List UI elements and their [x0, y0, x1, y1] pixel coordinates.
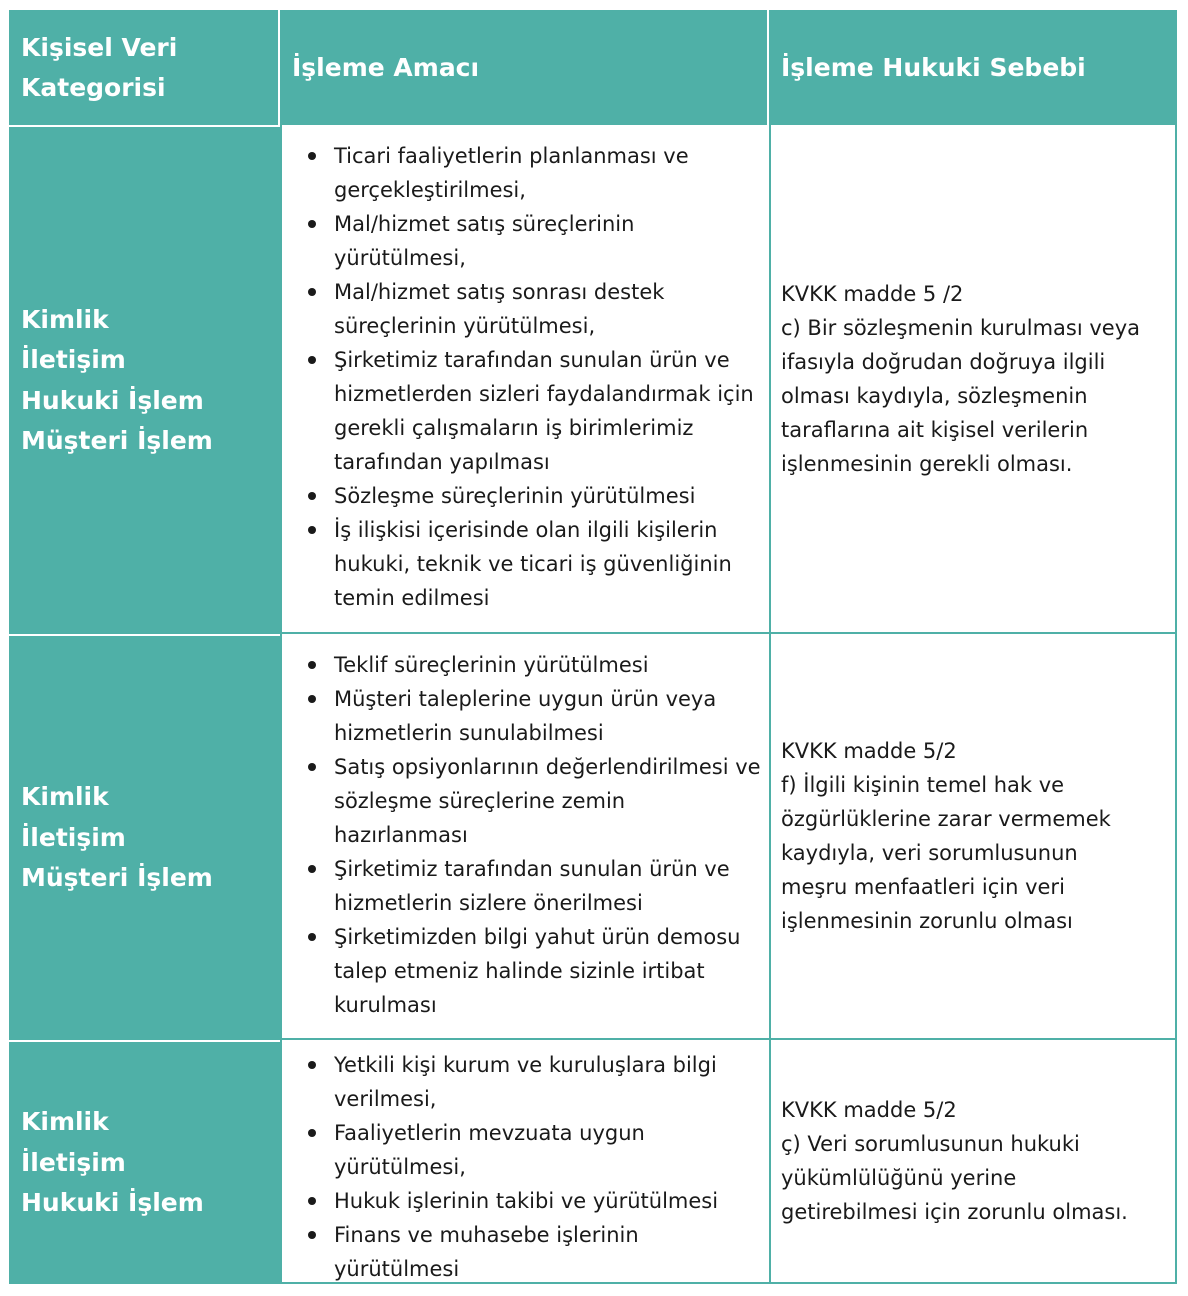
bullet-icon: [308, 1197, 316, 1205]
header-legal-basis: İşleme Hukuki Sebebi: [769, 10, 1177, 125]
purpose-text: İş ilişkisi içerisinde olan ilgili kişilerin hukuki, teknik ve ticari iş güvenliğinin temin edilmesi: [334, 518, 732, 610]
category-line: Kimlik: [21, 1107, 109, 1137]
legal-basis-line: ifasıyla doğrudan doğruya ilgili: [781, 349, 1106, 374]
category-line: Kimlik: [21, 782, 109, 812]
bullet-icon: [308, 1129, 316, 1137]
header-category-line: Kişisel Veri: [21, 32, 178, 62]
list-item: [305, 275, 761, 343]
category-line: Hukuki İşlem: [21, 1188, 204, 1218]
header-category-line: Kategorisi: [21, 72, 166, 102]
bullet-icon: [308, 695, 316, 703]
list-item: [305, 139, 761, 207]
legal-basis-line: ç) Veri sorumlusunun hukuki: [781, 1132, 1080, 1156]
bullet-icon: [308, 526, 316, 534]
purpose-text: Faaliyetlerin mevzuata uygun yürütülmesi,: [334, 1121, 645, 1179]
bullet-icon: [308, 492, 316, 500]
list-item: [305, 1048, 761, 1116]
purpose-text: Satış opsiyonlarının değerlendirilmesi ve sözleşme süreçlerine zemin hazırlanması: [334, 755, 761, 847]
legal-basis-line: f) İlgili kişinin temel hak ve: [781, 773, 1065, 797]
purpose-text: Şirketimiz tarafından sunulan ürün ve hizmetlerin sizlere önerilmesi: [334, 857, 730, 915]
legal-basis-line: c) Bir sözleşmenin kurulması veya: [781, 315, 1140, 340]
list-item: [305, 1116, 761, 1184]
bullet-icon: [308, 865, 316, 873]
legal-basis-line: taraflarına ait kişisel verilerin: [781, 417, 1089, 442]
legal-basis-line: yükümlülüğünü yerine: [781, 1166, 1017, 1190]
bullet-icon: [308, 356, 316, 364]
legal-basis-line: meşru menfaatleri için veri: [781, 875, 1065, 899]
row-2-legal-basis: [769, 634, 1177, 1040]
row-1-legal-basis: [769, 125, 1177, 634]
row-2-category: [9, 634, 280, 1040]
data-processing-table: [9, 10, 1177, 1284]
legal-basis-line: işlenmesinin zorunlu olması: [781, 909, 1073, 933]
bullet-icon: [308, 661, 316, 669]
row-1-purposes: [280, 125, 769, 634]
purpose-text: Ticari faaliyetlerin planlanması ve gerçekleştirilmesi,: [334, 144, 689, 202]
legal-basis-line: işlenmesinin gerekli olması.: [781, 451, 1073, 476]
bullet-icon: [308, 1061, 316, 1069]
list-item: [305, 852, 761, 920]
list-item: [305, 1184, 761, 1218]
purpose-text: Şirketimiz tarafından sunulan ürün ve hizmetlerden sizleri faydalandırmak için gerekli çalışmaların iş birimlerimiz tarafından yapılması: [334, 348, 754, 474]
row-3-legal-basis: [769, 1040, 1177, 1284]
legal-basis-line: KVKK madde 5 /2: [781, 281, 964, 306]
list-item: [305, 920, 761, 1022]
list-item: [305, 343, 761, 479]
purpose-list: [305, 1048, 761, 1286]
bullet-icon: [308, 220, 316, 228]
header-category: [9, 10, 280, 125]
row-2-purposes: [280, 634, 769, 1040]
category-line: Müşteri İşlem: [21, 426, 213, 455]
category-line: Hukuki İşlem: [21, 385, 204, 415]
purpose-text: Mal/hizmet satış sonrası destek süreçlerinin yürütülmesi,: [334, 280, 665, 338]
header-purpose: İşleme Amacı: [280, 10, 769, 125]
row-3-category: [9, 1040, 280, 1284]
purpose-text: Mal/hizmet satış süreçlerinin yürütülmesi,: [334, 212, 635, 270]
row-1-category: [9, 125, 280, 634]
legal-basis-line: olması kaydıyla, sözleşmenin: [781, 383, 1088, 408]
legal-basis-line: KVKK madde 5/2: [781, 739, 957, 763]
purpose-text: Yetkili kişi kurum ve kuruluşlara bilgi verilmesi,: [334, 1053, 717, 1111]
category-line: Kimlik: [21, 304, 109, 334]
category-line: Müşteri İşlem: [21, 863, 213, 893]
list-item: [305, 513, 761, 615]
legal-basis-line: getirebilmesi için zorunlu olması.: [781, 1200, 1128, 1224]
bullet-icon: [308, 933, 316, 941]
category-line: İletişim: [21, 345, 126, 374]
list-item: [305, 648, 761, 682]
bullet-icon: [308, 763, 316, 771]
purpose-text: Teklif süreçlerinin yürütülmesi: [334, 653, 649, 677]
bullet-icon: [308, 152, 316, 160]
category-line: İletişim: [21, 1147, 126, 1177]
list-item: [305, 682, 761, 750]
category-line: İletişim: [21, 822, 126, 852]
list-item: [305, 207, 761, 275]
bullet-icon: [308, 288, 316, 296]
purpose-list: [305, 139, 761, 615]
purpose-text: Şirketimizden bilgi yahut ürün demosu talep etmeniz halinde sizinle irtibat kurulması: [334, 925, 741, 1017]
list-item: [305, 1218, 761, 1286]
purpose-text: Finans ve muhasebe işlerinin yürütülmesi: [334, 1223, 639, 1281]
purpose-list: [305, 648, 761, 1022]
list-item: [305, 750, 761, 852]
legal-basis-line: özgürlüklerine zarar vermemek: [781, 807, 1111, 831]
bullet-icon: [308, 1231, 316, 1239]
purpose-text: Hukuk işlerinin takibi ve yürütülmesi: [334, 1189, 719, 1213]
list-item: [305, 479, 761, 513]
legal-basis-line: KVKK madde 5/2: [781, 1098, 957, 1122]
purpose-text: Müşteri taleplerine uygun ürün veya hizmetlerin sunulabilmesi: [334, 687, 717, 745]
row-3-purposes: [280, 1040, 769, 1284]
legal-basis-line: kaydıyla, veri sorumlusunun: [781, 841, 1078, 865]
purpose-text: Sözleşme süreçlerinin yürütülmesi: [334, 484, 696, 508]
